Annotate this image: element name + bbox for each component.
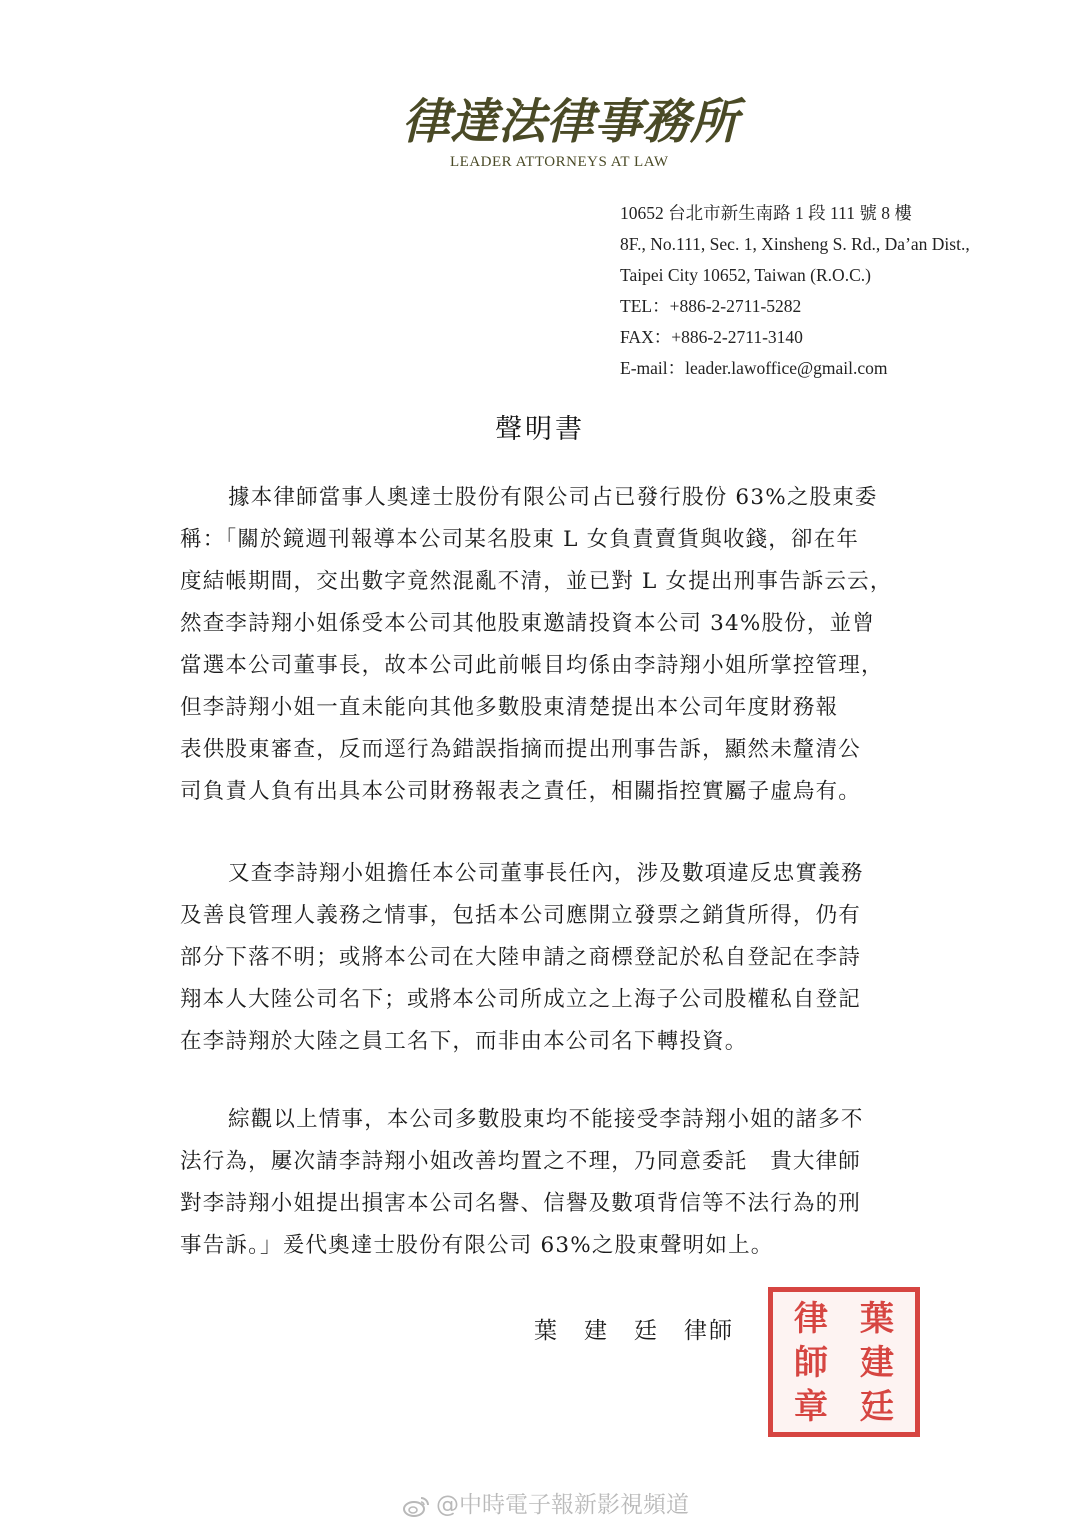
text-line: 然查李詩翔小姐係受本公司其他股東邀請投資本公司 34%股份，並曾 [180, 611, 876, 636]
text-line: 又查李詩翔小姐擔任本公司董事長任內，涉及數項違反忠實義務 [228, 861, 864, 886]
seal-char: 律 [794, 1299, 828, 1339]
paragraph-3 [180, 1099, 910, 1267]
seal-char: 師 [794, 1343, 828, 1383]
fax-line: FAX：+886-2-2711-3140 [620, 327, 803, 347]
seal-char: 建 [860, 1343, 894, 1383]
address-line: Taipei City 10652, Taiwan (R.O.C.) [620, 265, 871, 285]
paragraph-1 [180, 477, 910, 813]
firm-logo-chinese: 律達法律事務所 [402, 94, 739, 150]
text-line: 事告訴。」爰代奧達士股份有限公司 63%之股東聲明如上。 [180, 1233, 774, 1258]
seal-char: 章 [794, 1387, 828, 1427]
text-line: 表供股東審查，反而逕行為錯誤指摘而提出刑事告訴，顯然未釐清公 [180, 737, 862, 762]
seal-char: 葉 [860, 1299, 894, 1339]
email-line: E-mail：leader.lawoffice@gmail.com [620, 358, 888, 378]
text-line: 法行為，屢次請李詩翔小姐改善均置之不理，乃同意委託 貴大律師 [180, 1149, 862, 1174]
document-title: 聲明書 [495, 414, 585, 445]
text-line: 翔本人大陸公司名下；或將本公司所成立之上海子公司股權私自登記 [180, 987, 862, 1012]
text-line: 當選本公司董事長，故本公司此前帳目均係由李詩翔小姐所掌控管理， [180, 653, 884, 678]
text-line: 司負責人負有出具本公司財務報表之責任，相關指控實屬子虛烏有。 [180, 779, 862, 804]
text-line: 度結帳期間，交出數字竟然混亂不清，並已對 L 女提出刑事告訴云云， [180, 569, 893, 594]
address-line: 10652 台北市新生南路 1 段 111 號 8 樓 [620, 203, 912, 223]
text-line: 但李詩翔小姐一直未能向其他多數股東清楚提出本公司年度財務報 [180, 695, 839, 720]
weibo-icon [402, 1495, 430, 1517]
seal-char: 廷 [860, 1387, 894, 1427]
firm-logo-english: LEADER ATTORNEYS AT LAW [450, 154, 669, 170]
text-line: 部分下落不明；或將本公司在大陸申請之商標登記於私自登記在李詩 [180, 945, 862, 970]
watermark-text: @中時電子報新影視頻道 [436, 1492, 689, 1518]
tel-line: TEL：+886-2-2711-5282 [620, 296, 802, 316]
lawyer-signature: 葉 建 廷 律師 [534, 1318, 734, 1344]
text-line: 據本律師當事人奧達士股份有限公司占已發行股份 63%之股東委 [228, 485, 878, 510]
text-line: 在李詩翔於大陸之員工名下，而非由本公司名下轉投資。 [180, 1029, 748, 1054]
lawyer-seal-stamp [768, 1287, 920, 1437]
text-line: 綜觀以上情事，本公司多數股東均不能接受李詩翔小姐的諸多不 [228, 1107, 864, 1132]
watermark [402, 1488, 732, 1522]
address-block [620, 198, 1040, 384]
address-line: 8F., No.111, Sec. 1, Xinsheng S. Rd., Da’an Dist., [620, 234, 970, 254]
text-line: 及善良管理人義務之情事，包括本公司應開立發票之銷貨所得，仍有 [180, 903, 862, 928]
text-line: 稱：「關於鏡週刊報導本公司某名股東 L 女負責賣貨與收錢，卻在年 [180, 527, 860, 552]
text-line: 對李詩翔小姐提出損害本公司名譽、信譽及數項背信等不法行為的刑 [180, 1191, 862, 1216]
paragraph-2 [180, 853, 910, 1063]
